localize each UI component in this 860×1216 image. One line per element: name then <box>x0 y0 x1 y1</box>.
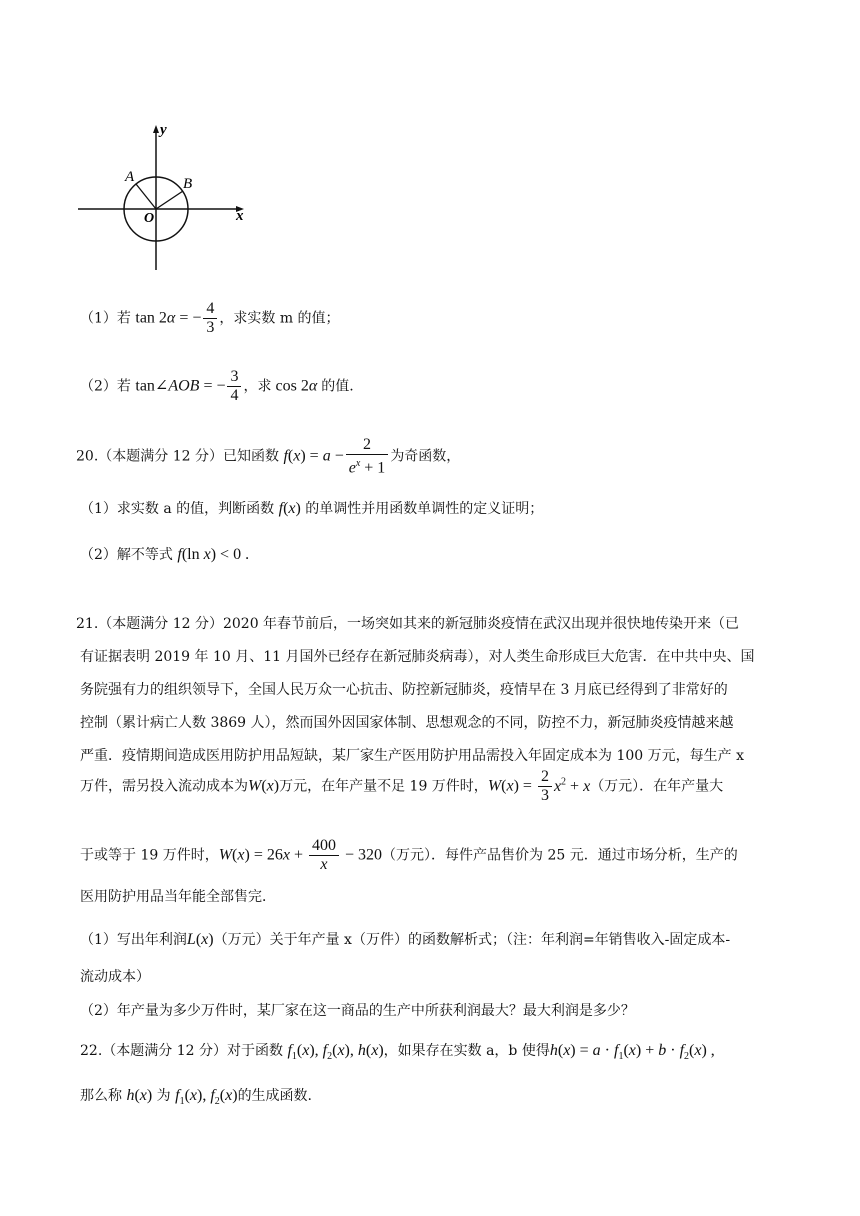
math-tan2a: tan 2α = − <box>135 309 202 327</box>
math-fx: f(x) <box>278 500 301 517</box>
math-wx-large: W(x) = 26x + <box>218 846 307 864</box>
q20-intro: 20.（本题满分 12 分）已知函数 f(x) = a − $\frac{2}{e^x + 1}$ 为奇函数， <box>76 436 461 477</box>
axis-x-label: x <box>236 208 244 224</box>
q21-part2: （2）年产量为多少万件时，某厂家在这一商品的生产中所获利润最大？最大利润是多少？ <box>80 1003 635 1019</box>
unit-circle-diagram <box>72 120 262 275</box>
q21-part1-cont: 流动成本） <box>80 969 150 985</box>
q20-part1: （1）求实数 a 的值，判断函数 f(x) 的单调性并用函数单调性的定义证明； <box>80 500 544 517</box>
fraction-4-3: $\frac{4}{3}$ <box>203 300 217 337</box>
origin-label: O <box>144 211 155 226</box>
math-hx-def: $h(x) = a \cdot f_1(x) + b \cdot f_2(x)$ , <box>549 1042 715 1063</box>
q22-line2: 那么称 h(x) 为 $f_1(x)$, $f_2(x)$的生成函数. <box>80 1087 313 1108</box>
ray-oa <box>136 184 156 209</box>
q21-line7: 于或等于 19 万件时，W(x) = 26x + $\frac{400}{x}$ − 320（万元）．每件产品售价为 25 元．通过市场分析，生产的 <box>80 837 738 873</box>
math-lx: L(x) <box>186 931 214 948</box>
math-tan-aob: tan∠AOB = − <box>135 377 226 395</box>
axis-y-label: y <box>160 122 167 138</box>
point-b-label: B <box>183 176 193 192</box>
fraction-2-ex1: $\frac{2}{e^x + 1}$ <box>346 436 389 477</box>
math-wx-small: W(x) = <box>487 777 536 795</box>
math-wx: W(x) <box>248 777 280 795</box>
q21-line6: 万件，需另投入流动成本为W(x)万元，在年产量不足 19 万件时，W(x) = $\frac{2}{3}$ $x^2 + x$（万元）．在年产量大 <box>80 768 724 804</box>
math-f1-f2: $f_1(x)$, $f_2(x)$ <box>175 1087 238 1108</box>
point-a-label: A <box>125 169 135 185</box>
math-f1-f2-h: $f_1(x)$, $f_2(x)$, h(x) <box>287 1042 384 1063</box>
math-f-lnx: f(ln x) < 0 . <box>177 546 250 563</box>
q20-part2: （2）解不等式 f(ln x) < 0 . <box>80 546 250 563</box>
q21-part1: （1）写出年利润L(x)（万元）关于年产量 x（万件）的函数解析式；（注：年利润=年销售收入-固定成本- <box>80 931 731 948</box>
fraction-3-4: $\frac{3}{4}$ <box>227 368 241 405</box>
q19-part2: （2）若 tan∠AOB = − $\frac{3}{4}$ ，求 cos 2α 的值. <box>80 368 354 404</box>
ray-ob <box>156 191 183 209</box>
math-hx: h(x) <box>126 1087 153 1104</box>
q21-body: 21.（本题满分 12 分）2020 年春节前后，一场突如其来的新冠肺炎疫情在武汉出现并很快地传染开来（已 有证据表明 2019 年 10 月、11 月国外已经存在新冠肺炎病毒），对人类生命形成巨大危害．在中共中央、国 务院强有力的组织领导下，全国人民万众一心抗击、防控新冠肺炎，疫情早在 3 月底已经得到了非常好的 控制（累计病亡人数 3869 人），然而国外因国家体制、思想观念的不同，防控不力，新冠肺炎疫情越来越 严重．疫情期间造成医用防护用品短缺，某厂家生产医用防护用品需投入年固定成本为 100 万元，每生产 x <box>76 616 755 764</box>
math-cos2a: cos 2α <box>271 377 318 395</box>
q19-part1: （1）若 tan 2α = − $\frac{4}{3}$ ，求实数 m 的值； <box>80 300 340 336</box>
fraction-400-x: $\frac{400}{x}$ <box>309 837 339 874</box>
q22-line1: 22.（本题满分 12 分）对于函数 $f_1(x)$, $f_2(x)$, h(x)，如果存在实数 a，b 使得$h(x) = a \cdot f_1(x) + b \cdot f_2(x)$ , <box>80 1042 715 1063</box>
math-fx-def: f(x) = a − <box>283 447 344 465</box>
q21-line8: 医用防护用品当年能全部售完． <box>80 889 276 905</box>
y-axis-arrow <box>153 125 159 133</box>
fraction-2-3: $\frac{2}{3}$ <box>538 768 552 805</box>
